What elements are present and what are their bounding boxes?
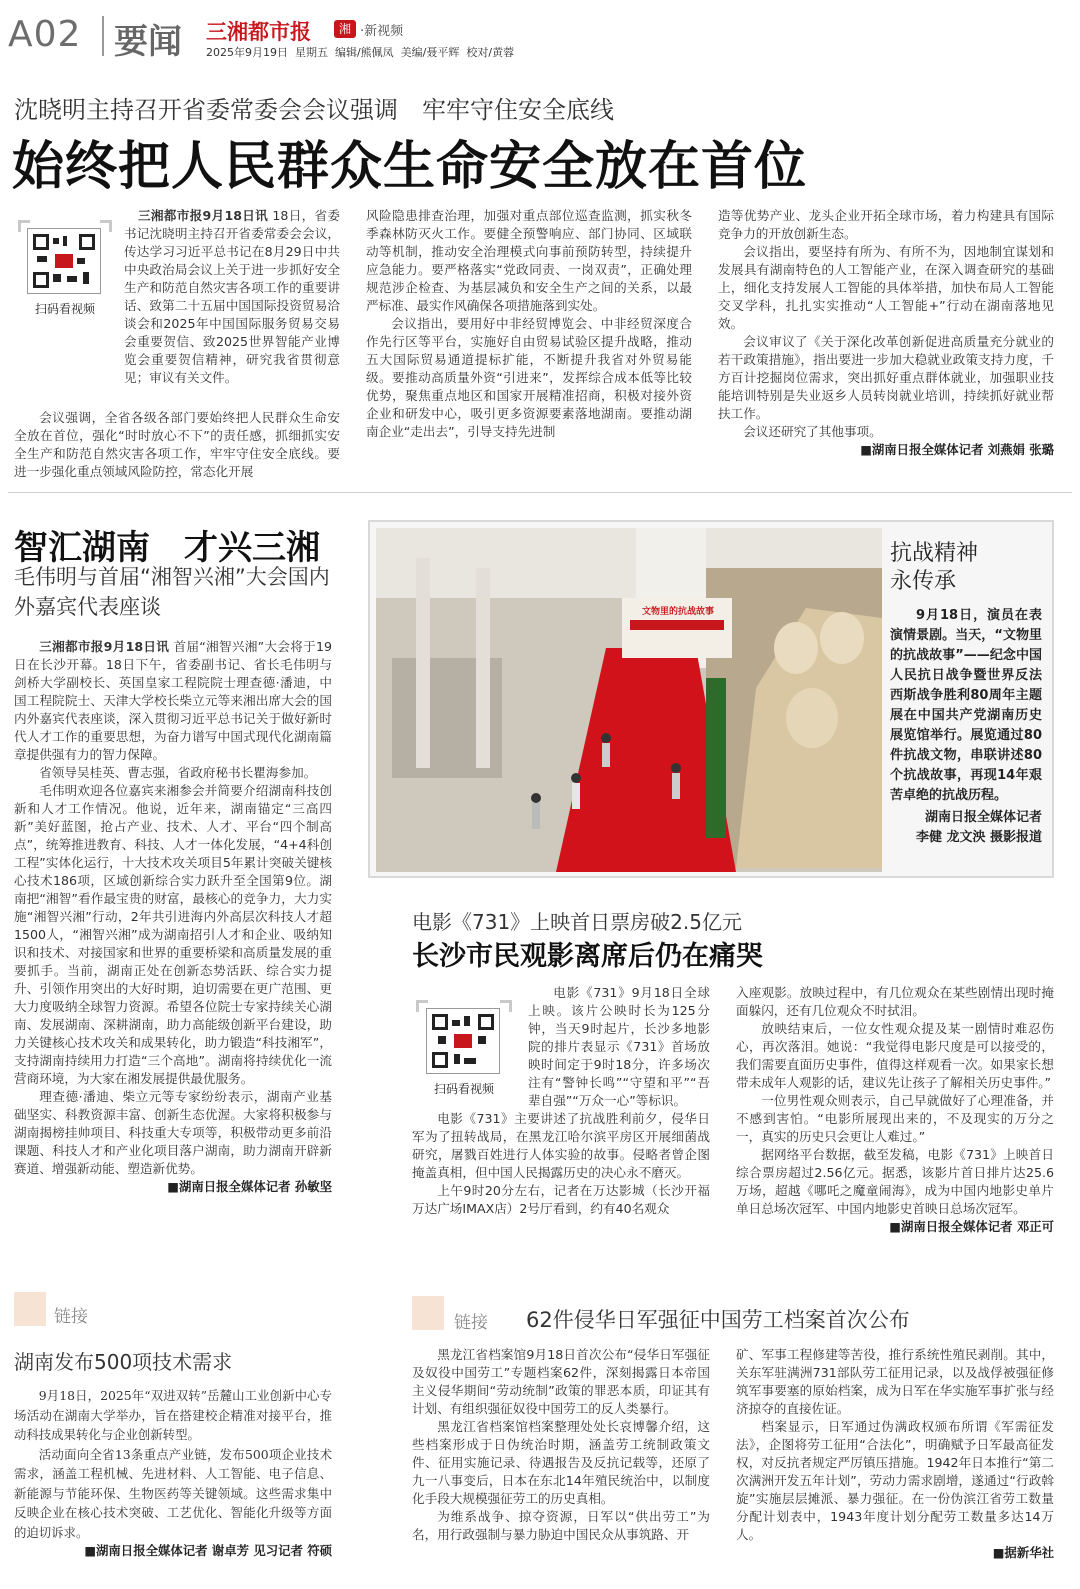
film-paragraph: 上午9时20分左右，记者在万达影城（长沙开福万达广场IMAX店）2号厅看到，约有40名观众 [412, 1183, 710, 1216]
link1-tag: 链接 [54, 1307, 88, 1327]
photo-credit: 李健 龙文泱 摄影报道 [915, 830, 1042, 845]
link2-title: 62件侵华日军强征中国劳工档案首次公布 [526, 1308, 910, 1332]
lead-paragraph: 会议还研究了其他事项。 [743, 424, 882, 439]
qr-label: 扫码看视频 [433, 1082, 494, 1096]
lead-byline: ■湖南日报全媒体记者 刘燕娟 张璐 [860, 442, 1054, 457]
caption-text: 9月18日，演员在表演情景剧。当天，“文物里的抗战故事”——纪念中国人民抗日战争暨世界反法西斯战争胜利80周年主题展在中国共产党湖南历史展览馆举行。展览通过80件抗战文物，串联讲述80个抗战故事，再现14年艰苦卓绝的抗战历程。 [890, 608, 1042, 803]
talent-subhead: 毛伟明与首届“湘智兴湘”大会国内外嘉宾代表座谈 [14, 565, 330, 619]
photo-caption [890, 540, 1042, 848]
caption-title: 永传承 [890, 569, 957, 594]
page-number: A02 [8, 14, 82, 55]
link1-byline: ■湖南日报全媒体记者 谢卓芳 见习记者 符硕 [84, 1543, 332, 1558]
app-name: ·新视频 [360, 24, 404, 39]
masthead [8, 12, 1072, 62]
film-paragraph: 入座观影。放映过程中，有几位观众在某些剧情出现时掩面躲闪，还有几位观众不时拭泪。 [736, 985, 1054, 1018]
qr-label: 扫码看视频 [34, 302, 95, 316]
film-paragraph: 据网络平台数据，截至发稿，电影《731》上映首日综合票房超过2.56亿元。据悉，该影片首日排片达25.6万场，超越《哪吒之魔童闹海》，成为中国内地影史单片单日总场次冠军、中国内地影史首映日总场次冠军。 [736, 1147, 1054, 1216]
link2-paragraph: 黑龙江省档案馆9月18日首次公布“侵华日军强征及奴役中国劳工”专题档案62件，深刻揭露日本帝国主义侵华期间“劳动统制”政策的罪恶本质，印证其有计划、有组织强征奴役中国劳工的反人类暴行。 [412, 1347, 710, 1416]
lead-paragraph: 会议指出，要用好中非经贸博览会、中非经贸深度合作先行区等平台，实施好自由贸易试验区提升战略，推动五大国际贸易通道提标扩能，不断提升我省对外贸易能级。要推动高质量外资“引进来”，发挥综合成本低等比较优势，聚焦重点地区和国家开展精准招商，积极对接外资企业和研发中心，吸引更多资源要素落地湖南。要推动湖南企业“走出去”，引导支持先进制 [366, 316, 692, 439]
talent-paragraph: 理查德·潘迪、柴立元等专家纷纷表示，湖南产业基础坚实、科教资源丰富、创新生态优渥。大家将积极参与湖南揭榜挂帅项目、科技重大专项等，积极带动更多前沿课题、科技人才和产业化项目落户湖南，助力湖南开辟新赛道、增强新动能、塑造新优势。 [14, 1089, 332, 1176]
link2-paragraph: 矿、军事工程修建等苦役，推行系统性殖民剥削。其中，关东军驻满洲731部队劳工征用记录，以及战俘被强征修筑军事要塞的原始档案，成为日军在华实施军事扩张与经济掠夺的直接佐证。 [736, 1347, 1054, 1416]
exhibition-banner: 文物里的抗战故事 [641, 607, 714, 617]
film-kicker: 电影《731》上映首日票房破2.5亿元 [412, 910, 742, 934]
link2-paragraph: 黑龙江省档案馆档案整理处处长哀博馨介绍，这些档案形成于日伪统治时期，涵盖劳工统制政策文件、征用实施记录、待遇报告及反抗记载等，还原了九一八事变后，日本在东北14年殖民统治中，以制度化手段大规模强征劳工的历史真相。 [412, 1419, 710, 1506]
film-column-1 [412, 984, 710, 1218]
link2-paragraph: 为维系战争、掠夺资源，日军以“供出劳工”为名，用行政强制与暴力胁迫中国民众从事筑路、开 [412, 1509, 710, 1542]
app-badge: 湘 [334, 20, 356, 38]
masthead-divider [102, 16, 104, 56]
talent-dateline: 三湘都市报9月18日讯 [39, 639, 170, 654]
talent-paragraph: 省领导吴桂英、曹志强，省政府秘书长瞿海参加。 [39, 765, 317, 780]
film-byline: ■湖南日报全媒体记者 邓正可 [889, 1219, 1054, 1234]
link1-paragraph: 9月18日，2025年“双进双转”岳麓山工业创新中心专场活动在湖南大学举办，旨在搭建校企精准对接平台，推动科技成果转化与企业创新转型。 [14, 1388, 332, 1442]
link2-column-2 [736, 1346, 1054, 1562]
lead-dateline: 三湘都市报9月18日讯 [138, 208, 269, 223]
link2-tag-bg [412, 1296, 444, 1330]
film-paragraph: 电影《731》9月18日全球上映。该片公映时长为125分钟，当天9时起片，长沙多地影院的排片表显示《731》首场放映时间定于9时18分，许多场次注有“警钟长鸣”“守望和平”“吾辈自强”“万众一心”等标识。 [528, 985, 710, 1108]
lead-paragraph: 18日，省委书记沈晓明主持召开省委常委会会议，传达学习习近平总书记在8月29日中共中央政治局会议上关于进一步抓好安全生产和防范自然灾害各项工作的重要讲话、致第二十五届中国国际投资贸易洽谈会和2025年中国国际服务贸易交易会重要贺信、致2025世界智能产业博览会重要贺信精神，研究我省贯彻意见；审议有关文件。 [124, 208, 340, 385]
photo-credit: 湖南日报全媒体记者 [924, 810, 1042, 825]
lead-paragraph: 造等优势产业、龙头企业开拓全球市场，着力构建具有国际竞争力的开放创新生态。 [718, 208, 1054, 241]
lead-paragraph: 会议指出，要坚持有所为、有所不为，因地制宜谋划和发展具有湖南特色的人工智能产业，在深入调查研究的基础上，细化支持发展人工智能的具体举措，加快布局人工智能交叉学科，扎扎实实推动“人工智能+”行动在湖南落地见效。 [718, 244, 1054, 331]
link1-paragraph: 活动面向全省13条重点产业链，发布500项企业技术需求，涵盖工程机械、先进材料、人工智能、电子信息、新能源与节能环保、生物医药等关键领域。这些需求集中反映企业在核心技术突破、工艺优化、智能化升级等方面的迫切诉求。 [14, 1446, 332, 1540]
lead-column-2 [366, 207, 692, 441]
section-name: 要闻 [114, 22, 182, 62]
divider [8, 492, 1072, 493]
link2-byline: ■据新华社 [992, 1545, 1054, 1560]
link1-title: 湖南发布500项技术需求 [14, 1350, 233, 1374]
talent-byline: ■湖南日报全媒体记者 孙敏坚 [167, 1179, 332, 1194]
talent-body [14, 638, 332, 1196]
paper-name: 三湘都市报 [206, 19, 311, 44]
caption-title: 抗战精神 [890, 541, 979, 566]
film-paragraph: 放映结束后，一位女性观众提及某一剧情时难忍伤心，再次落泪。她说：“我觉得电影尺度是可以接受的，我们需要直面历史事件，值得这样观看一次。如果家长想带未成年人观影的话，建议先让孩子了解相关历史事件。” [736, 1021, 1054, 1090]
issue-meta: 2025年9月19日 星期五 编辑/熊佩凤 美编/聂平辉 校对/黄蓉 [206, 46, 515, 59]
talent-headline: 智汇湖南 才兴三湘 [14, 528, 320, 568]
exhibition-photo [376, 528, 882, 872]
lead-paragraph: 风险隐患排查治理，加强对重点部位巡查监测，抓实秋冬季森林防灭火工作。要健全预警响应、部门协同、区域联动等机制，推动安全治理模式向事前预防转型，持续提升应急能力。要严格落实“党政同责、一岗双责”，正确处理规范涉企检查、为基层减负和安全生产之间的关系，以最严标准、最实作风确保各项措施落到实处。 [366, 208, 692, 313]
photo-frame [368, 520, 1054, 878]
link2-paragraph: 档案显示，日军通过伪满政权颁布所谓《军需征发法》，企图将劳工征用“合法化”，明确赋予日军最高征发权，对反抗者规定严厉镇压措施。1942年日本推行“第二次满洲开发五年计划”，劳动力需求剧增，遂通过“行政斡旋”实施层层摊派、暴力强征。在一份伪滨江省劳工数量分配计划表中，1943年度计划分配劳工数量多达14万人。 [736, 1419, 1054, 1542]
link1-body [14, 1386, 332, 1560]
lead-column-3 [718, 207, 1054, 459]
talent-paragraph: 首届“湘智兴湘”大会将于19日在长沙开幕。18日下午，省委副书记、省长毛伟明与剑桥大学副校长、英国皇家工程院院士理查德·潘迪，中国工程院院士、天津大学校长柴立元等来湘出席大会的国内外嘉宾代表座谈，深入贯彻习近平总书记关于做好新时代人才工作的重要思想，为奋力谱写中国式现代化湖南篇章提供强有力的智力保障。 [14, 639, 333, 762]
film-column-2 [736, 984, 1054, 1236]
lead-paragraph: 会议审议了《关于深化改革创新促进高质量充分就业的若干政策措施》，指出要进一步加大稳就业政策支持力度，千方百计挖掘岗位需求，突出抓好重点群体就业，加强职业技能培训特别是失业返乡人员转岗就业培训，持续抓好就业帮扶工作。 [718, 334, 1054, 421]
link1-tag-bg [14, 1292, 46, 1326]
lead-headline: 始终把人民群众生命安全放在首位 [12, 137, 808, 197]
talent-paragraph: 毛伟明欢迎各位嘉宾来湘参会并简要介绍湖南科技创新和人才工作情况。他说，近年来，湖南锚定“三高四新”美好蓝图，抢占产业、技术、人才、平台“四个制高点”，统筹推进教育、科技、人才一体化发展，“4+4科创工程”实体化运行，十大技术攻关项目5年累计突破关键核心技术186项，区域创新综合实力跃升至全国第9位。湖南把“湘智”看作最宝贵的财富，最核心的竞争力，大力实施“湘智兴湘”行动，2年共引进海内外高层次科技人才超1500人，“湘智兴湘”成为湖南招引人才和企业、吸纳知识和技术、对接国家和世界的重要桥梁和高质量发展的重要抓手。当前，湖南正处在创新态势活跃、综合实力提升、引领作用突出的大好时期，迫切需要在更广范围、更大力度吸纳全球智力资源。希望各位院士专家持续关心湖南、发展湖南、深耕湖南，助力高能级创新平台建设，助力关键核心技术攻关和成果转化，助力锻造“科技湘军”，支持湖南持续用力打造“三个高地”。湖南将持续优化一流营商环境，为大家在湘发展提供最优服务。 [14, 783, 332, 1086]
film-headline: 长沙市民观影离席后仍在痛哭 [412, 941, 763, 972]
lead-kicker: 沈晓明主持召开省委常委会会议强调 牢牢守住安全底线 [14, 96, 614, 124]
film-paragraph: 电影《731》主要讲述了抗战胜利前夕，侵华日军为了扭转战局，在黑龙江哈尔滨平房区开展细菌战研究，屠戮百姓进行人体实验的故事。侵略者曾企图掩盖真相，但中国人民揭露历史的决心永不磨灭。 [412, 1111, 710, 1180]
link2-column-1 [412, 1346, 710, 1544]
link2-tag: 链接 [454, 1313, 488, 1333]
lead-paragraph: 会议强调，全省各级各部门要始终把人民群众生命安全放在首位，强化“时时放心不下”的责任感，抓细抓实安全生产和防范自然灾害各项工作，牢牢守住安全底线。要进一步强化重点领域风险防控，常态化开展 [14, 410, 340, 479]
film-paragraph: 一位男性观众则表示，自己早就做好了心理准备，并不感到害怕。“电影所展现出来的，不及现实的万分之一，真实的历史只会更让人难过。” [736, 1093, 1054, 1144]
lead-column-1 [14, 207, 340, 481]
